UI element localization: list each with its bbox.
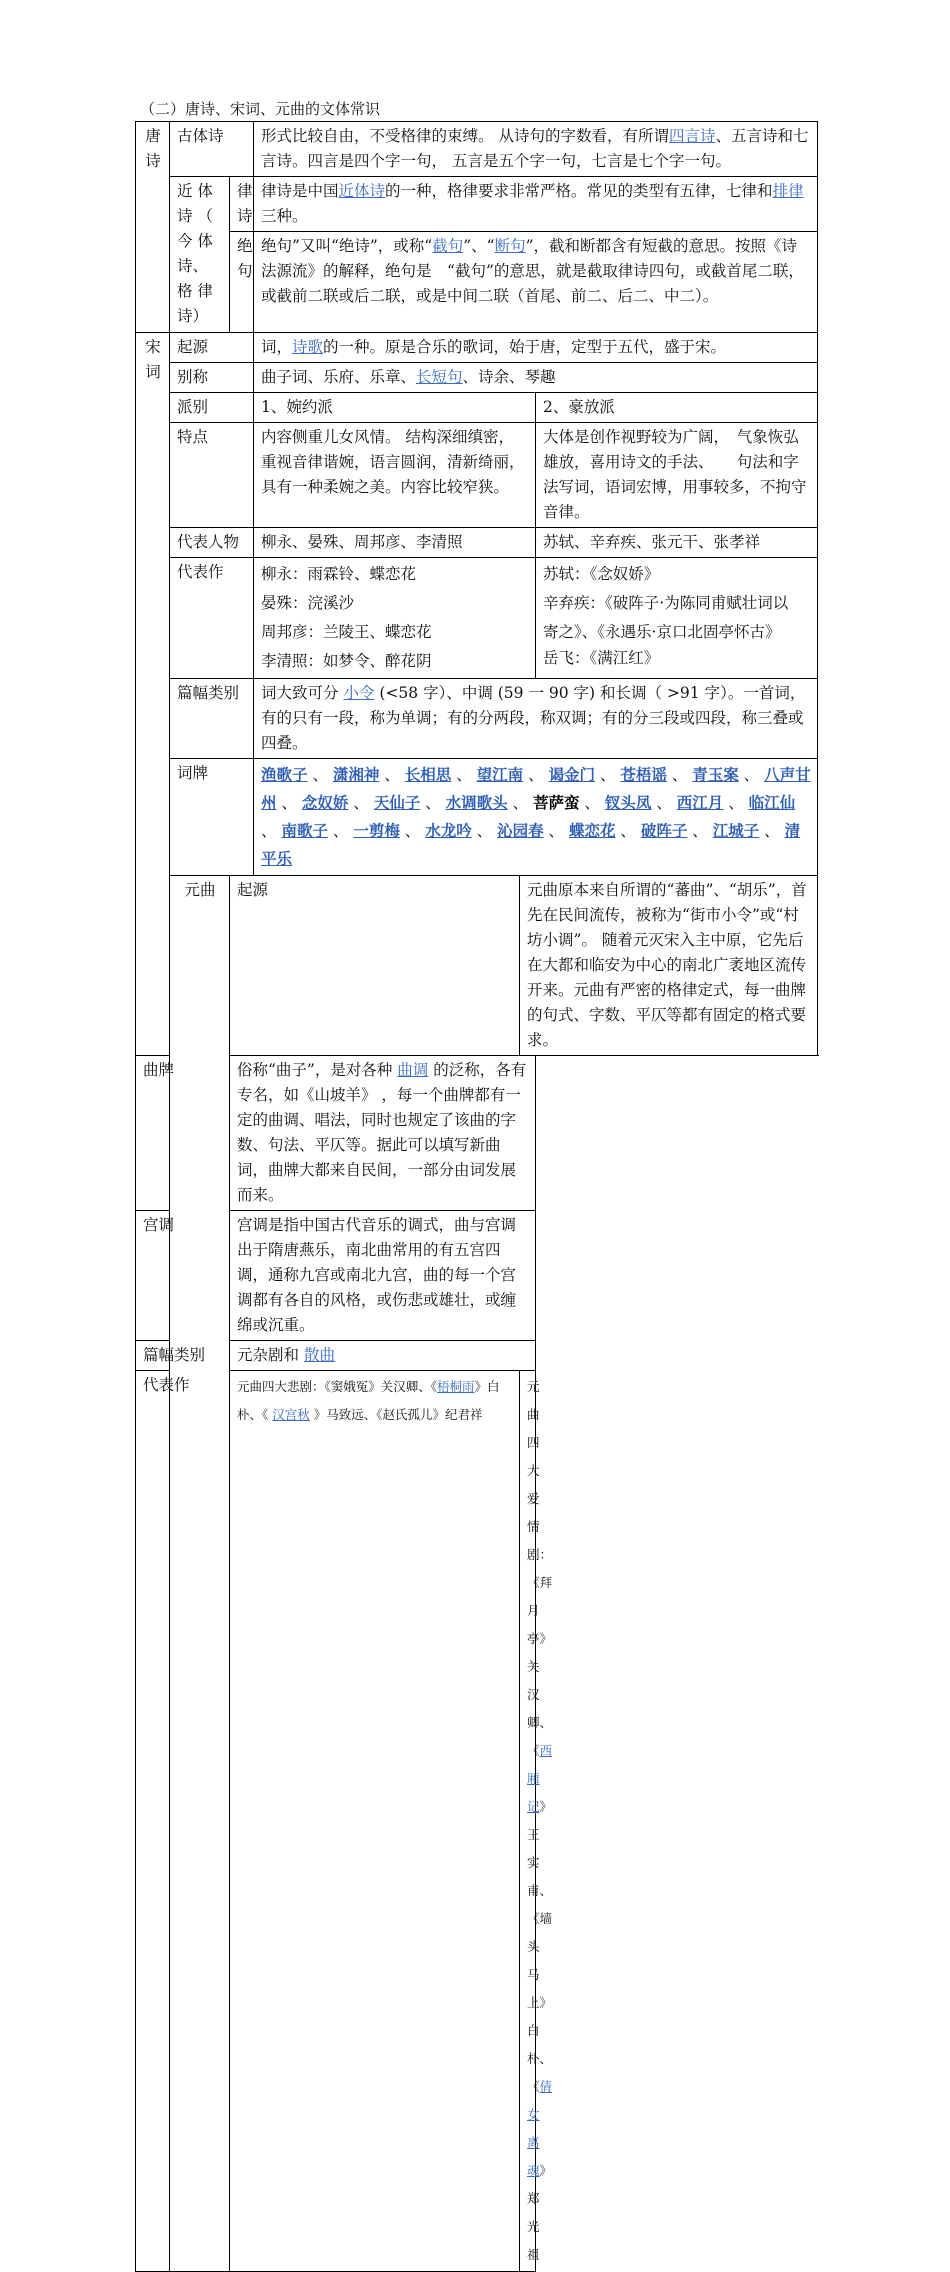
cipai-item[interactable]: 钗头凤 [604, 793, 652, 812]
jueju-text: 绝句”又叫“绝诗”，或称“截句”、“断句”，截和断都含有短截的意思。按照《诗法源流》的解释，绝句是 “截句”的意思，就是截取律诗四句，或截首尾二联，或截前二联或后二联，或是中间二联（首尾、前二、后二、中二）。 [254, 232, 818, 333]
yuan-pianfu-label: 篇幅类别 [136, 1341, 230, 1371]
jinti-label: 近 体 诗 （ 今 体诗、 格 律 诗） [170, 177, 230, 333]
guti-label: 古体诗 [170, 122, 254, 177]
cipai-item[interactable]: 苍梧谣 [620, 765, 667, 784]
guti-text: 形式比较自由，不受格律的束缚。 从诗句的字数看，有所谓四言诗、五言诗和七言诗。四言是四个字一句， 五言是五个字一句，七言是七个字一句。 [254, 122, 818, 177]
song-qiyuan-text: 词，诗歌的一种。原是合乐的歌词，始于唐，定型于五代，盛于宋。 [254, 333, 818, 363]
yuan-daibiaozuo-left: 元曲四大悲剧：《窦娥冤》关汉卿、《梧桐雨》白朴、《 汉宫秋 》马致远、《赵氏孤儿》纪君祥 [230, 1371, 520, 2272]
song-daibiaozuo-right: 苏轼：《念奴娇》 辛弃疾：《破阵子·为陈同甫赋壮词以 寄之》、《永遇乐·京口北固亭怀古》 岳飞：《满江红》 [536, 558, 818, 679]
link-xiaoling[interactable]: 小令 [343, 684, 375, 702]
cipai-label: 词牌 [170, 759, 254, 876]
tedian-left: 内容侧重儿女风情。 结构深细缜密，重视音律谐婉，语言圆润，清新绮丽，具有一种柔婉之美。内容比较窄狭。 [254, 423, 536, 528]
yuan-daibiaozuo-right: 元曲四大爱情剧：《拜月亭》关汉卿、《西厢记》王实甫、《墙头马上》白朴、《倩女离魂》郑光祖 [520, 1371, 536, 2272]
cipai-item[interactable]: 蝶恋花 [568, 821, 616, 840]
song-qiyuan-label: 起源 [170, 333, 254, 363]
song-pianfu-label: 篇幅类别 [170, 679, 254, 759]
cipai-item[interactable]: 望江南 [476, 765, 524, 784]
qupai-text: 俗称“曲子”，是对各种 曲调 的泛称，各有专名，如《山坡羊》 ，每一个曲牌都有一定的曲调、唱法，同时也规定了该曲的字数、句法、平仄等。据此可以填写新曲词，曲牌大都来自民间，一部分由词发展而来。 [230, 1056, 536, 1211]
section-heading: （二）唐诗、宋词、元曲的文体常识 [140, 100, 381, 118]
cipai-item[interactable]: 谒金门 [548, 765, 596, 784]
tang-label: 唐诗 [136, 122, 170, 333]
link-siyanshi[interactable]: 四言诗 [668, 127, 716, 145]
song-label: 宋词 [136, 333, 170, 1056]
lvshi-text: 律诗是中国近体诗的一种，格律要求非常严格。常见的类型有五律，七律和排律三种。 [254, 177, 818, 232]
cipai-item[interactable]: 念奴娇 [301, 793, 349, 812]
link-wutongyu[interactable]: 梧桐雨 [437, 1379, 475, 1394]
link-sanqu[interactable]: 散曲 [303, 1346, 335, 1364]
cipai-item[interactable]: 一剪梅 [353, 821, 400, 840]
yuan-label: 元曲 [170, 876, 230, 2272]
cipai-item[interactable]: 清平乐 [261, 821, 801, 868]
wanyue-label: 1、婉约派 [254, 393, 536, 423]
paibie-label: 派别 [170, 393, 254, 423]
cipai-list: 渔歌子 、 潇湘神 、 长相思 、 望江南 、 谒金门 、 苍梧谣 、 青玉案 、 八声甘州 、 念奴娇 、 天仙子 、 水调歌头 、 菩萨蛮 、 钗头凤 、 西江月 、 临江仙 、 南歌子 、 一剪梅 、 水龙吟 、 沁园春 、 蝶恋花 、 破阵子 、 江城子 、 清平乐 [254, 759, 818, 876]
cipai-item[interactable]: 长相思 [404, 765, 452, 784]
cipai-item[interactable]: 八声甘州 [261, 765, 811, 812]
gongdiao-text: 宫调是指中国古代音乐的调式，曲与宫调出于隋唐燕乐，南北曲常用的有五宫四调，通称九宫或南北九宫，曲的每一个宫调都有各自的风格，或伤悲或雄壮，或缠绵或沉重。 [230, 1211, 536, 1341]
daibiaorenwu-label: 代表人物 [170, 528, 254, 558]
link-pailv[interactable]: 排律 [772, 182, 804, 200]
biecheng-text: 曲子词、乐府、乐章、长短句、诗余、琴趣 [254, 363, 818, 393]
jueju-label: 绝句 [230, 232, 254, 333]
link-xixiangji[interactable]: 西厢记 [527, 1743, 553, 1814]
yuan-qiyuan-label: 起源 [230, 876, 520, 1056]
cipai-item[interactable]: 水龙吟 [425, 821, 472, 840]
tedian-label: 特点 [170, 423, 254, 528]
yuan-daibiaozuo-label: 代表作 [136, 1371, 230, 2272]
link-jintishi[interactable]: 近体诗 [338, 182, 386, 200]
literature-table [135, 121, 818, 2272]
cipai-item[interactable]: 南歌子 [281, 821, 328, 840]
cipai-item[interactable]: 渔歌子 [261, 765, 308, 784]
tedian-right: 大体是创作视野较为广阔， 气象恢弘雄放，喜用诗文的手法、 句法和字法写词，语词宏博，用事较多，不拘守音律。 [536, 423, 818, 528]
link-hangongqiu[interactable]: 汉宫秋 [272, 1407, 310, 1422]
cipai-item[interactable]: 江城子 [712, 821, 760, 840]
daibiaorenwu-left: 柳永、晏殊、周邦彦、李清照 [254, 528, 536, 558]
yuan-qiyuan-text: 元曲原本来自所谓的“蕃曲”、“胡乐”，首先在民间流传，被称为“街市小令”或“村坊小调”。 随着元灭宋入主中原，它先后在大都和临安为中心的南北广袤地区流传开来。元曲有严密的格律定式，每一曲牌的句式、字数、平仄等都有固定的格式要求。 [520, 876, 818, 1056]
link-duanju[interactable]: 断句 [494, 237, 526, 255]
cipai-item[interactable]: 潇湘神 [332, 765, 380, 784]
link-changduanju[interactable]: 长短句 [416, 368, 463, 386]
haofang-label: 2、豪放派 [536, 393, 818, 423]
song-pianfu-text: 词大致可分 小令 (<58 字）、中调 (59 一 90 字) 和长调（ >91 字）。一首词，有的只有一段，称为单调；有的分两段，称双调；有的分三段或四段，称三叠或四叠。 [254, 679, 818, 759]
qupai-label: 曲牌 [136, 1056, 230, 1211]
cipai-item[interactable]: 青玉案 [692, 765, 739, 784]
link-jieju[interactable]: 截句 [432, 237, 464, 255]
cipai-item[interactable]: 西江月 [676, 793, 724, 812]
link-shige[interactable]: 诗歌 [292, 338, 324, 356]
biecheng-label: 别称 [170, 363, 254, 393]
cipai-item[interactable]: 破阵子 [640, 821, 688, 840]
song-daibiaozuo-label: 代表作 [170, 558, 254, 679]
cipai-item: 菩萨蛮 [533, 793, 580, 812]
link-qiannvlihun[interactable]: 倩女离魂 [527, 2079, 553, 2178]
cipai-item[interactable]: 临江仙 [748, 793, 796, 812]
lvshi-label: 律诗 [230, 177, 254, 232]
cipai-item[interactable]: 水调歌头 [445, 793, 508, 812]
daibiaorenwu-right: 苏轼、辛弃疾、张元干、张孝祥 [536, 528, 818, 558]
yuan-pianfu-text: 元杂剧和 散曲 [230, 1341, 536, 1371]
link-qudiao[interactable]: 曲调 [397, 1061, 429, 1079]
song-daibiaozuo-left: 柳永：雨霖铃、蝶恋花 晏殊：浣溪沙 周邦彦：兰陵王、蝶恋花 李清照：如梦令、醉花阴 [254, 558, 536, 679]
cipai-item[interactable]: 天仙子 [373, 793, 421, 812]
gongdiao-label: 宫调 [136, 1211, 230, 1341]
cipai-item[interactable]: 沁园春 [497, 821, 544, 840]
